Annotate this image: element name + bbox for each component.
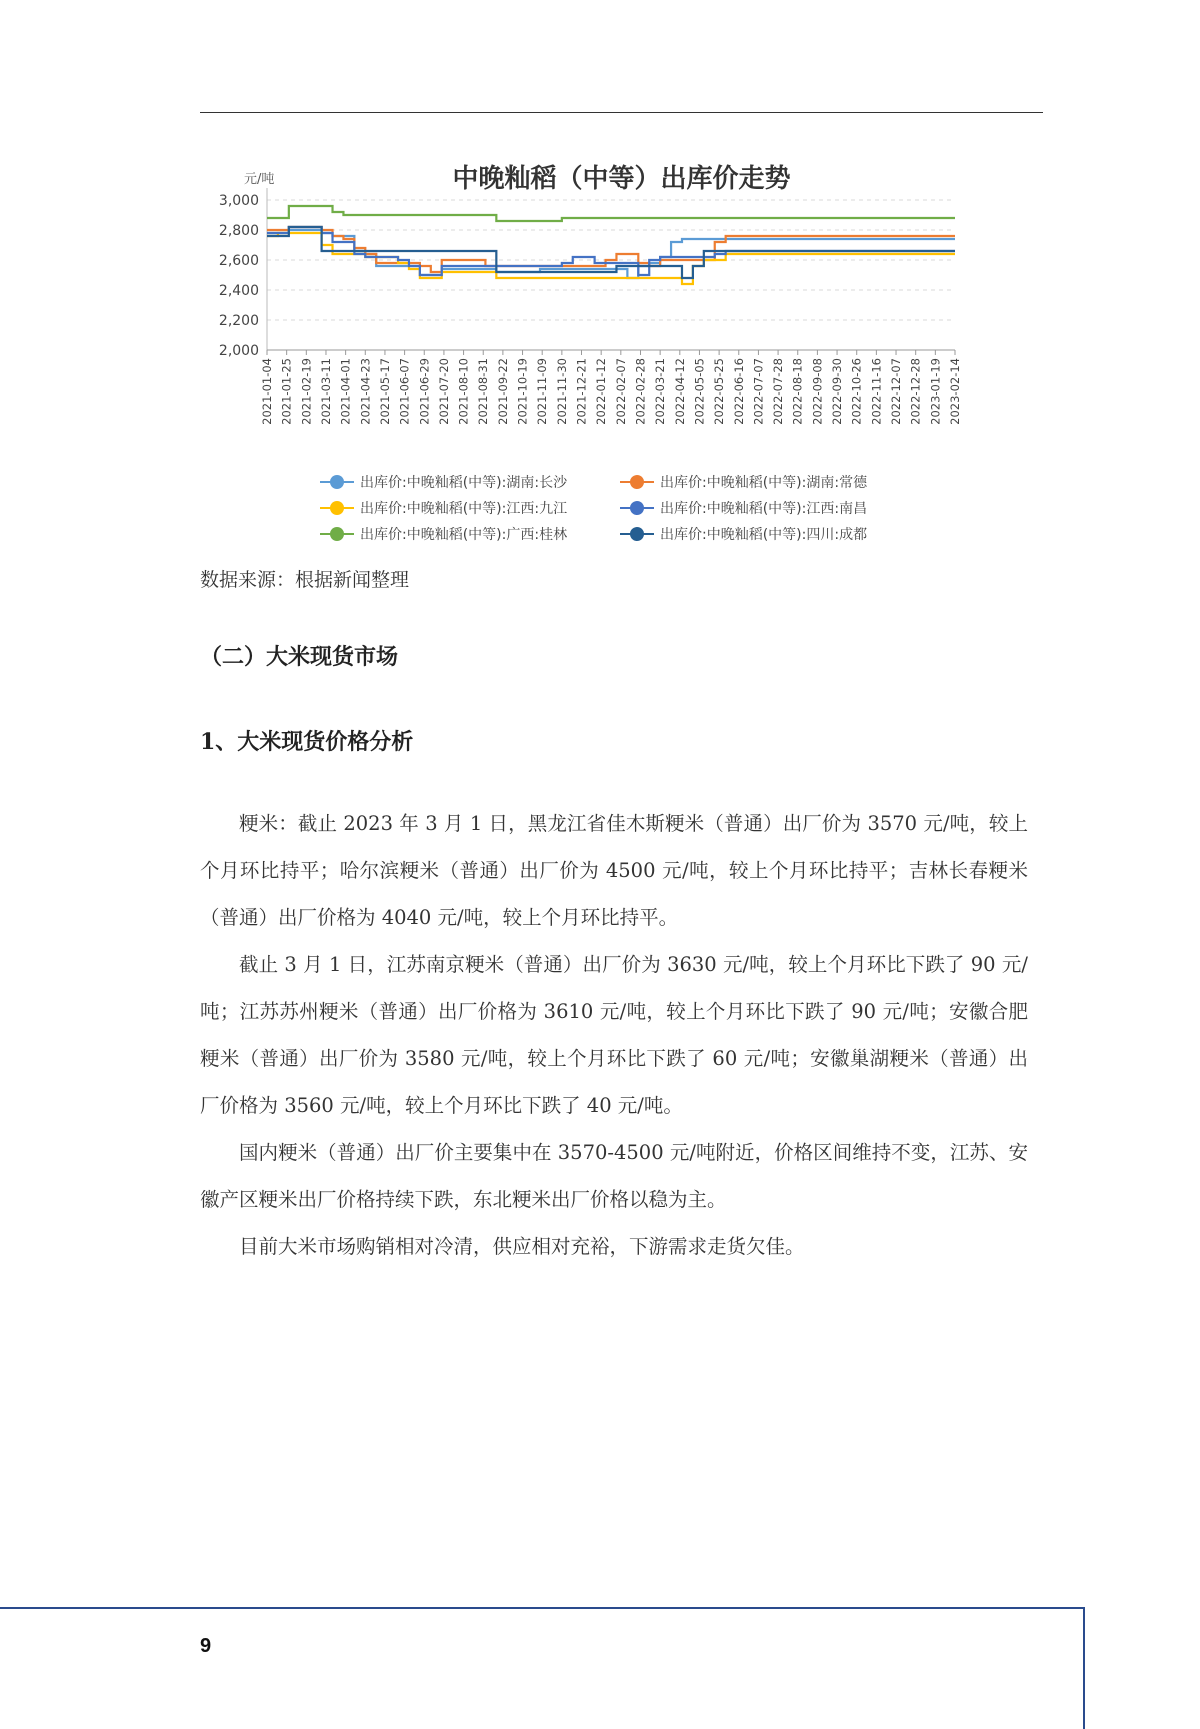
x-tick-label: 2021-04-01 (338, 358, 353, 425)
x-tick-label: 2021-09-22 (495, 358, 510, 425)
x-tick-label: 2021-07-20 (436, 358, 451, 425)
x-tick-label: 2021-03-11 (318, 358, 333, 425)
y-tick-label: 2,800 (218, 223, 259, 239)
x-tick-label: 2022-04-12 (672, 358, 687, 425)
source-note: 数据来源：根据新闻整理 (200, 569, 410, 591)
x-tick-label: 2022-07-07 (751, 358, 766, 425)
series-line (267, 206, 955, 221)
x-tick-label: 2022-02-07 (613, 358, 628, 425)
paragraph: 国内粳米（普通）出厂价主要集中在 3570-4500 元/吨附近，价格区间维持不变，江苏、安徽产区粳米出厂价格持续下跌，东北粳米出厂价格以稳为主。 (200, 1141, 1028, 1211)
paragraph: 粳米：截止 2023 年 3 月 1 日，黑龙江省佳木斯粳米（普通）出厂价为 3570 元/吨，较上个月环比持平；哈尔滨粳米（普通）出厂价为 4500 元/吨，较上个月环比持平；吉林长春粳米（普通）出厂价格为 4040 元/吨，较上个月环比持平。 (200, 812, 1028, 929)
legend-label: 出库价:中晚籼稻(中等):广西:桂林 (360, 527, 568, 543)
y-tick-label: 3,000 (218, 193, 259, 209)
x-tick-label: 2021-11-30 (554, 358, 569, 425)
x-tick-label: 2022-05-25 (712, 358, 727, 425)
x-tick-label: 2021-10-19 (515, 358, 530, 425)
x-tick-label: 2022-02-28 (633, 358, 648, 425)
legend-marker-icon (320, 527, 354, 541)
x-tick-label: 2021-06-07 (397, 358, 412, 425)
x-tick-label: 2022-06-16 (731, 358, 746, 425)
legend-item (620, 498, 867, 518)
legend-item (320, 472, 567, 492)
series-line (267, 227, 955, 278)
footer-frame (0, 1607, 1085, 1729)
x-tick-label: 2021-11-09 (535, 358, 550, 425)
y-axis-unit: 元/吨 (244, 172, 275, 187)
x-tick-label: 2021-06-29 (417, 358, 432, 425)
header-rule (200, 112, 1043, 113)
legend-label: 出库价:中晚籼稻(中等):湖南:长沙 (360, 475, 568, 491)
chart-plot (200, 150, 1043, 470)
x-tick-label: 2022-12-28 (908, 358, 923, 425)
x-tick-label: 2021-02-19 (299, 358, 314, 425)
series-line (267, 227, 955, 272)
x-tick-label: 2022-03-21 (653, 357, 668, 425)
price-trend-chart (200, 150, 1043, 550)
y-tick-label: 2,400 (218, 283, 259, 299)
legend-label: 出库价:中晚籼稻(中等):江西:南昌 (660, 501, 868, 517)
legend-item (320, 524, 567, 544)
x-tick-label: 2021-12-21 (574, 358, 589, 425)
y-tick-label: 2,200 (218, 313, 259, 329)
x-tick-label: 2023-01-19 (928, 358, 943, 425)
paragraph: 截止 3 月 1 日，江苏南京粳米（普通）出厂价为 3630 元/吨，较上个月环比下跌了 90 元/吨；江苏苏州粳米（普通）出厂价格为 3610 元/吨，较上个月环比下跌了 90 元/吨；安徽合肥粳米（普通）出厂价为 3580 元/吨，较上个月环比下跌了 60 元/吨；安徽巢湖粳米（普通）出厂价格为 3560 元/吨，较上个月环比下跌了 40 元/吨。 (200, 953, 1028, 1117)
legend-label: 出库价:中晚籼稻(中等):四川:成都 (660, 527, 868, 543)
legend-item (620, 524, 867, 544)
legend-item (620, 472, 867, 492)
x-tick-label: 2022-09-08 (810, 358, 825, 425)
y-tick-label: 2,600 (218, 253, 259, 269)
x-tick-label: 2022-12-07 (889, 358, 904, 425)
chart-title: 中晚籼稻（中等）出库价走势 (452, 164, 791, 194)
page-number: 9 (200, 1635, 212, 1657)
x-tick-label: 2022-01-12 (594, 358, 609, 425)
section-heading: （二）大米现货市场 (200, 644, 399, 670)
x-tick-label: 2023-02-14 (948, 358, 962, 425)
subsection-heading: 1、大米现货价格分析 (200, 729, 414, 755)
x-tick-label: 2021-05-17 (377, 358, 392, 425)
legend-marker-icon (620, 527, 654, 541)
x-tick-label: 2021-01-04 (260, 358, 274, 425)
y-tick-label: 2,000 (218, 343, 259, 359)
x-tick-label: 2021-04-23 (358, 358, 373, 425)
x-tick-label: 2022-09-30 (830, 358, 845, 425)
x-tick-label: 2022-07-28 (771, 358, 786, 425)
x-tick-label: 2022-10-26 (849, 358, 864, 425)
legend-marker-icon (620, 501, 654, 515)
x-tick-label: 2021-01-25 (279, 358, 294, 425)
paragraph: 目前大米市场购销相对冷清，供应相对充裕，下游需求走货欠佳。 (239, 1235, 805, 1258)
x-tick-label: 2022-08-18 (790, 358, 805, 425)
legend-marker-icon (320, 475, 354, 489)
x-tick-label: 2022-11-16 (869, 358, 884, 425)
legend-marker-icon (620, 475, 654, 489)
body-text (200, 800, 1028, 1270)
x-tick-label: 2021-08-10 (456, 358, 471, 425)
legend-marker-icon (320, 501, 354, 515)
legend-item (320, 498, 567, 518)
x-tick-label: 2022-05-05 (692, 358, 707, 425)
legend-label: 出库价:中晚籼稻(中等):湖南:常德 (660, 475, 868, 491)
legend-label: 出库价:中晚籼稻(中等):江西:九江 (360, 501, 568, 517)
series-line (267, 233, 955, 284)
x-tick-label: 2021-08-31 (476, 358, 491, 425)
